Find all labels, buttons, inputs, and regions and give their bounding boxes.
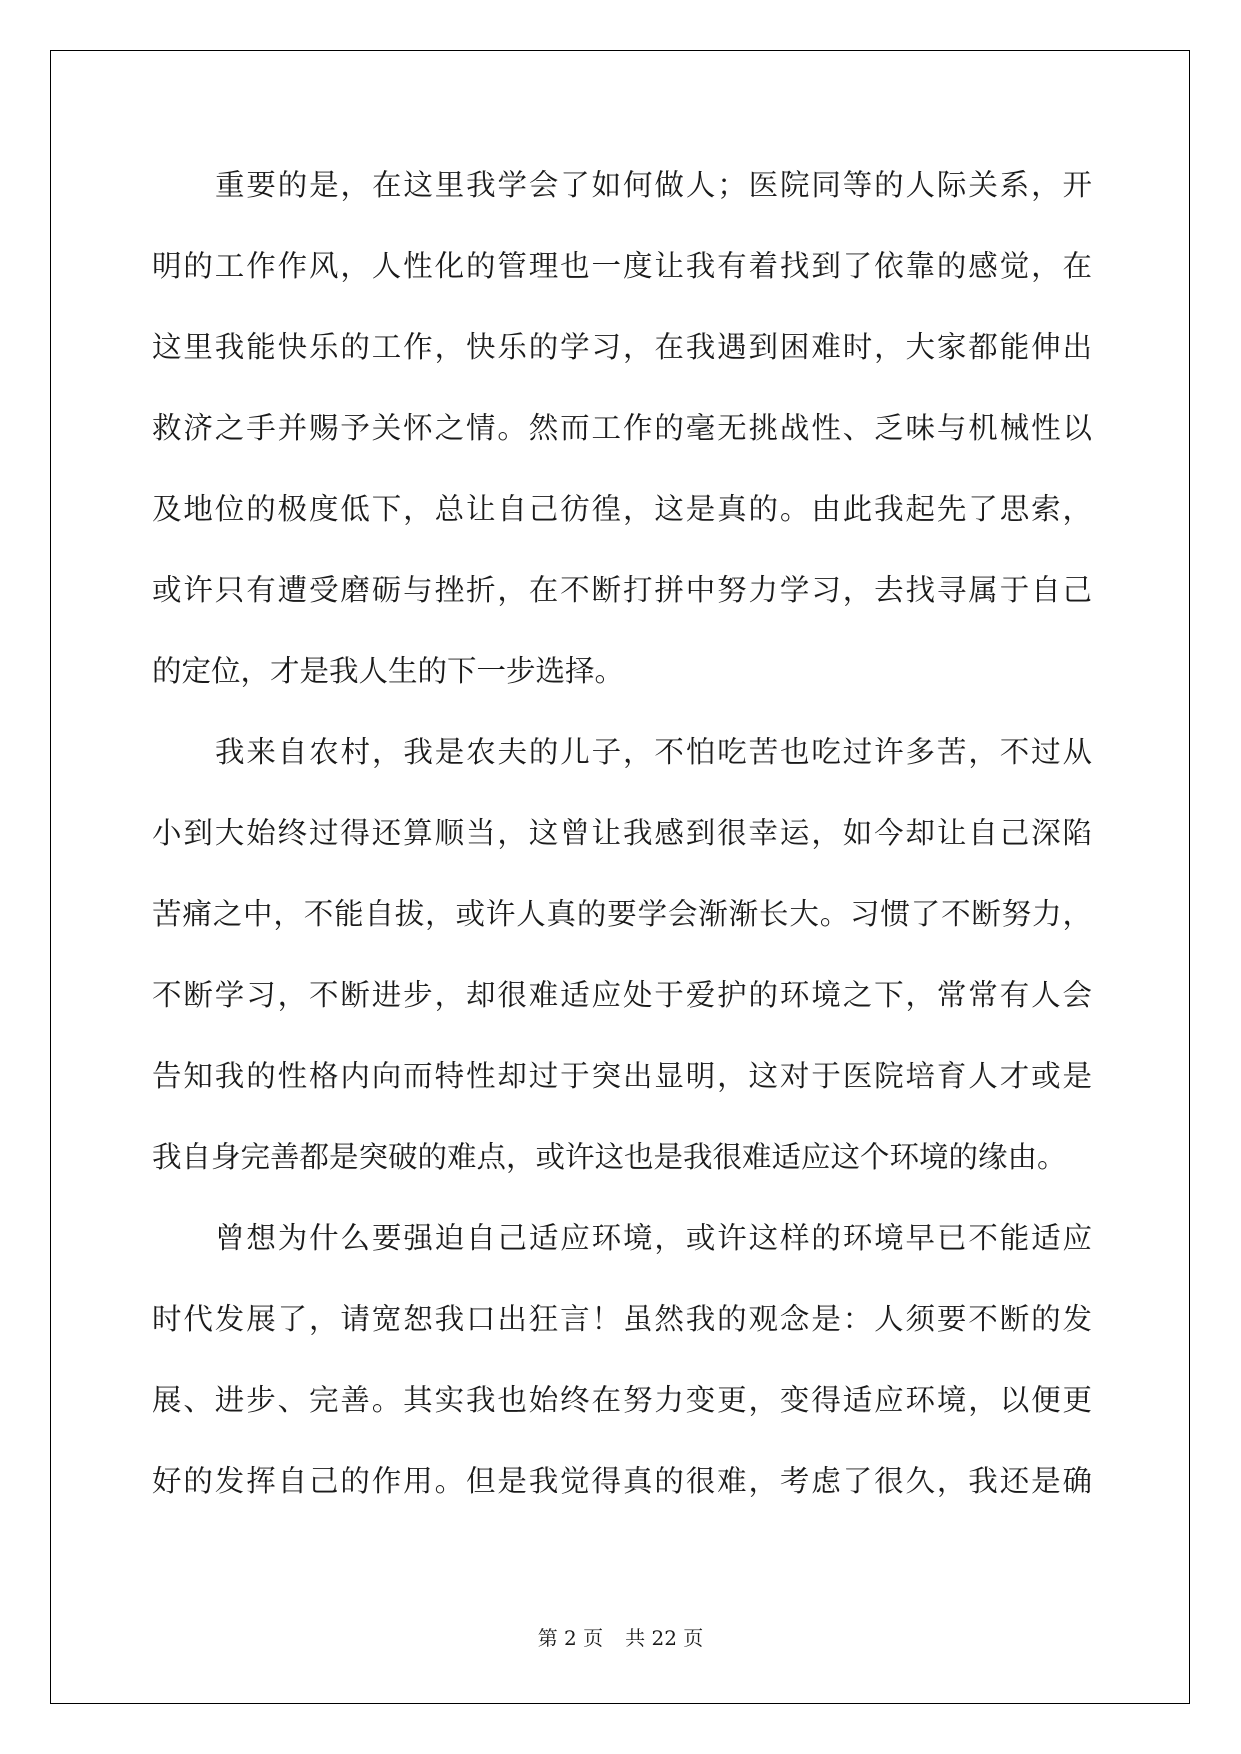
paragraph-1-line-1: 重要的是，在这里我学会了如何做人；医院同等的人际关系，开 xyxy=(215,168,1092,202)
paragraph-3-line-2: 时代发展了，请宽恕我口出狂言！虽然我的观念是：人须要不断的发 xyxy=(152,1302,1092,1336)
paragraph-2-line-4: 不断学习，不断进步，却很难适应处于爱护的环境之下，常常有人会 xyxy=(152,978,1092,1012)
paragraph-1-line-4: 救济之手并赐予关怀之情。然而工作的毫无挑战性、乏味与机械性以 xyxy=(152,411,1092,445)
paragraph-3-line-4: 好的发挥自己的作用。但是我觉得真的很难，考虑了很久，我还是确 xyxy=(152,1464,1092,1498)
paragraph-1-line-5: 及地位的极度低下，总让自己彷徨，这是真的。由此我起先了思索， xyxy=(152,492,1092,526)
page-footer xyxy=(0,1626,1241,1650)
document-body xyxy=(152,145,1092,1522)
paragraph-1-line-7: 的定位，才是我人生的下一步选择。 xyxy=(152,654,625,688)
paragraph-1-line-6: 或许只有遭受磨砺与挫折，在不断打拼中努力学习，去找寻属于自己 xyxy=(152,573,1092,607)
paragraph-2-line-2: 小到大始终过得还算顺当，这曾让我感到很幸运，如今却让自己深陷 xyxy=(152,816,1092,850)
paragraph-2-line-3: 苦痛之中，不能自拔，或许人真的要学会渐渐长大。习惯了不断努力， xyxy=(152,897,1092,931)
paragraph-1-line-3: 这里我能快乐的工作，快乐的学习，在我遇到困难时，大家都能伸出 xyxy=(152,330,1092,364)
paragraph-3-line-3: 展、进步、完善。其实我也始终在努力变更，变得适应环境，以便更 xyxy=(152,1383,1092,1417)
paragraph-2-line-6: 我自身完善都是突破的难点，或许这也是我很难适应这个环境的缘由。 xyxy=(152,1140,1067,1174)
paragraph-2-line-1: 我来自农村，我是农夫的儿子，不怕吃苦也吃过许多苦，不过从 xyxy=(215,735,1092,769)
paragraph-3-line-1: 曾想为什么要强迫自己适应环境，或许这样的环境早已不能适应 xyxy=(215,1221,1092,1255)
total-pages-label: 共 22 页 xyxy=(625,1626,704,1650)
page-number-label: 第 2 页 xyxy=(537,1626,604,1650)
paragraph-1-line-2: 明的工作作风，人性化的管理也一度让我有着找到了依靠的感觉，在 xyxy=(152,249,1092,283)
paragraph-2-line-5: 告知我的性格内向而特性却过于突出显明，这对于医院培育人才或是 xyxy=(152,1059,1092,1093)
